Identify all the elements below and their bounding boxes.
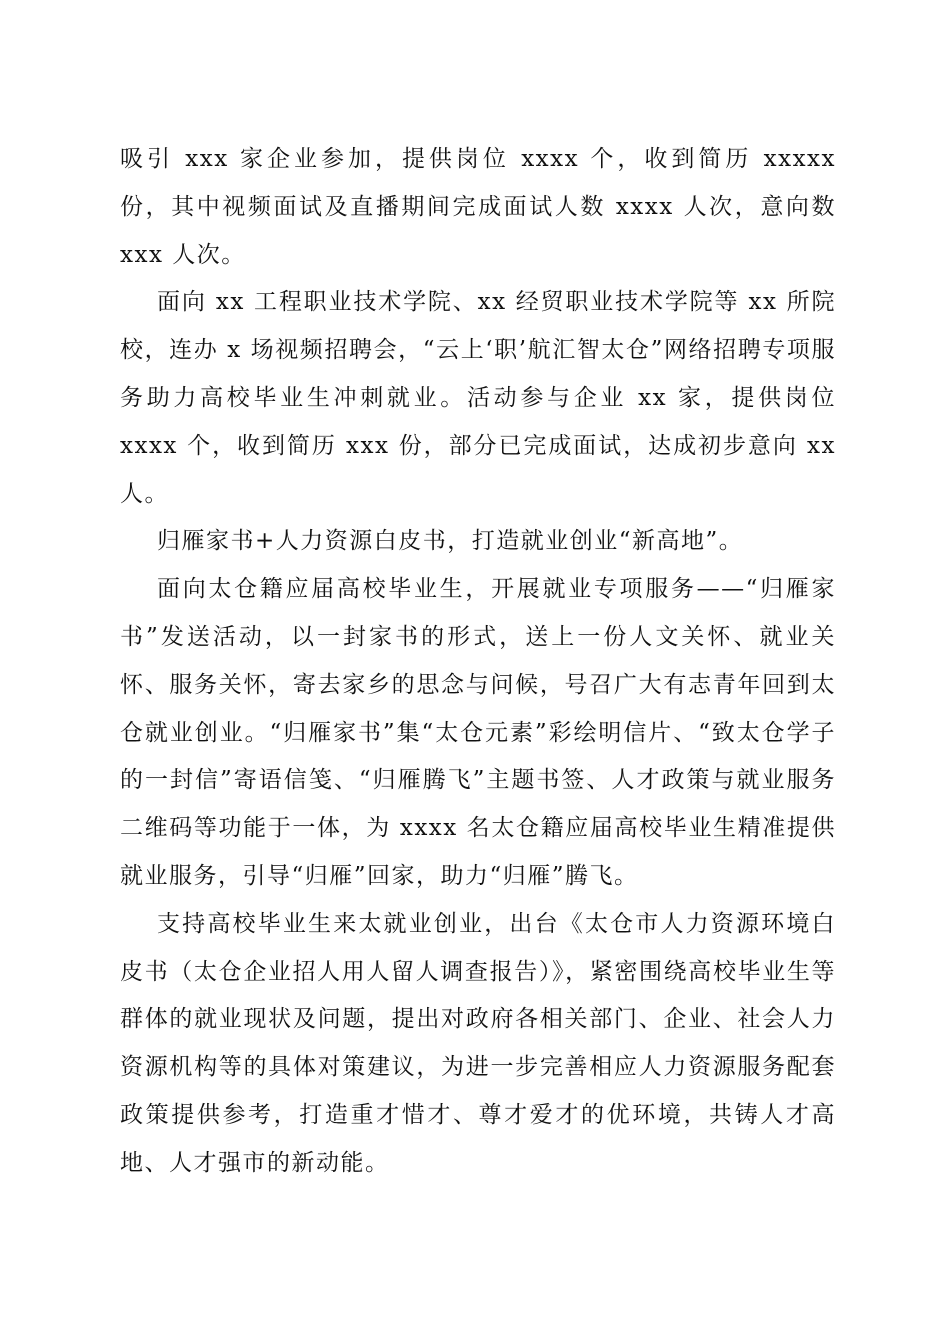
paragraph-guiyan-letters: 面向太仓籍应届高校毕业生，开展就业专项服务——“归雁家书”发送活动，以一封家书的形式，送上一份人文关怀、就业关怀、服务关怀，寄去家乡的思念与问候，号召广大有志青年回到太仓就业创业。“归雁家书”集“太仓元素”彩绘明信片、“致太仓学子的一封信”寄语信笺、“归雁腾飞”主题书签、人才政策与就业服务二维码等功能于一体，为 xxxx 名太仓籍应届高校毕业生精准提供就业服务，引导“归雁”回家，助力“归雁”腾飞。 bbox=[120, 576, 836, 889]
paragraph-video-recruitment: 面向 xx 工程职业技术学院、xx 经贸职业技术学院等 xx 所院校，连办 x 场视频招聘会，“云上‘职’航汇智太仓”网络招聘专项服务助力高校毕业生冲刺就业。活动参与企业 xx 家，提供岗位 xxxx 个，收到简历 xxx 份，部分已完成面试，达成初步意向 xx 人。 bbox=[120, 289, 836, 507]
paragraph-white-paper: 支持高校毕业生来太就业创业，出台《太仓市人力资源环境白皮书（太仓企业招人用人留人调查报告）》，紧密围绕高校毕业生等群体的就业现状及问题，提出对政府各相关部门、企业、社会人力资源机构等的具体对策建议，为进一步完善相应人力资源服务配套政策提供参考，打造重才惜才、尊才爱才的优环境，共铸人才高地、人才强市的新动能。 bbox=[120, 910, 836, 1176]
document-body bbox=[120, 136, 836, 1188]
paragraph-continuation: 吸引 xxx 家企业参加，提供岗位 xxxx 个，收到简历 xxxxx 份，其中视频面试及直播期间完成面试人数 xxxx 人次，意向数 xxx 人次。 bbox=[120, 146, 836, 268]
paragraph-section-heading: 归雁家书+人力资源白皮书，打造就业创业“新高地”。 bbox=[157, 528, 744, 555]
